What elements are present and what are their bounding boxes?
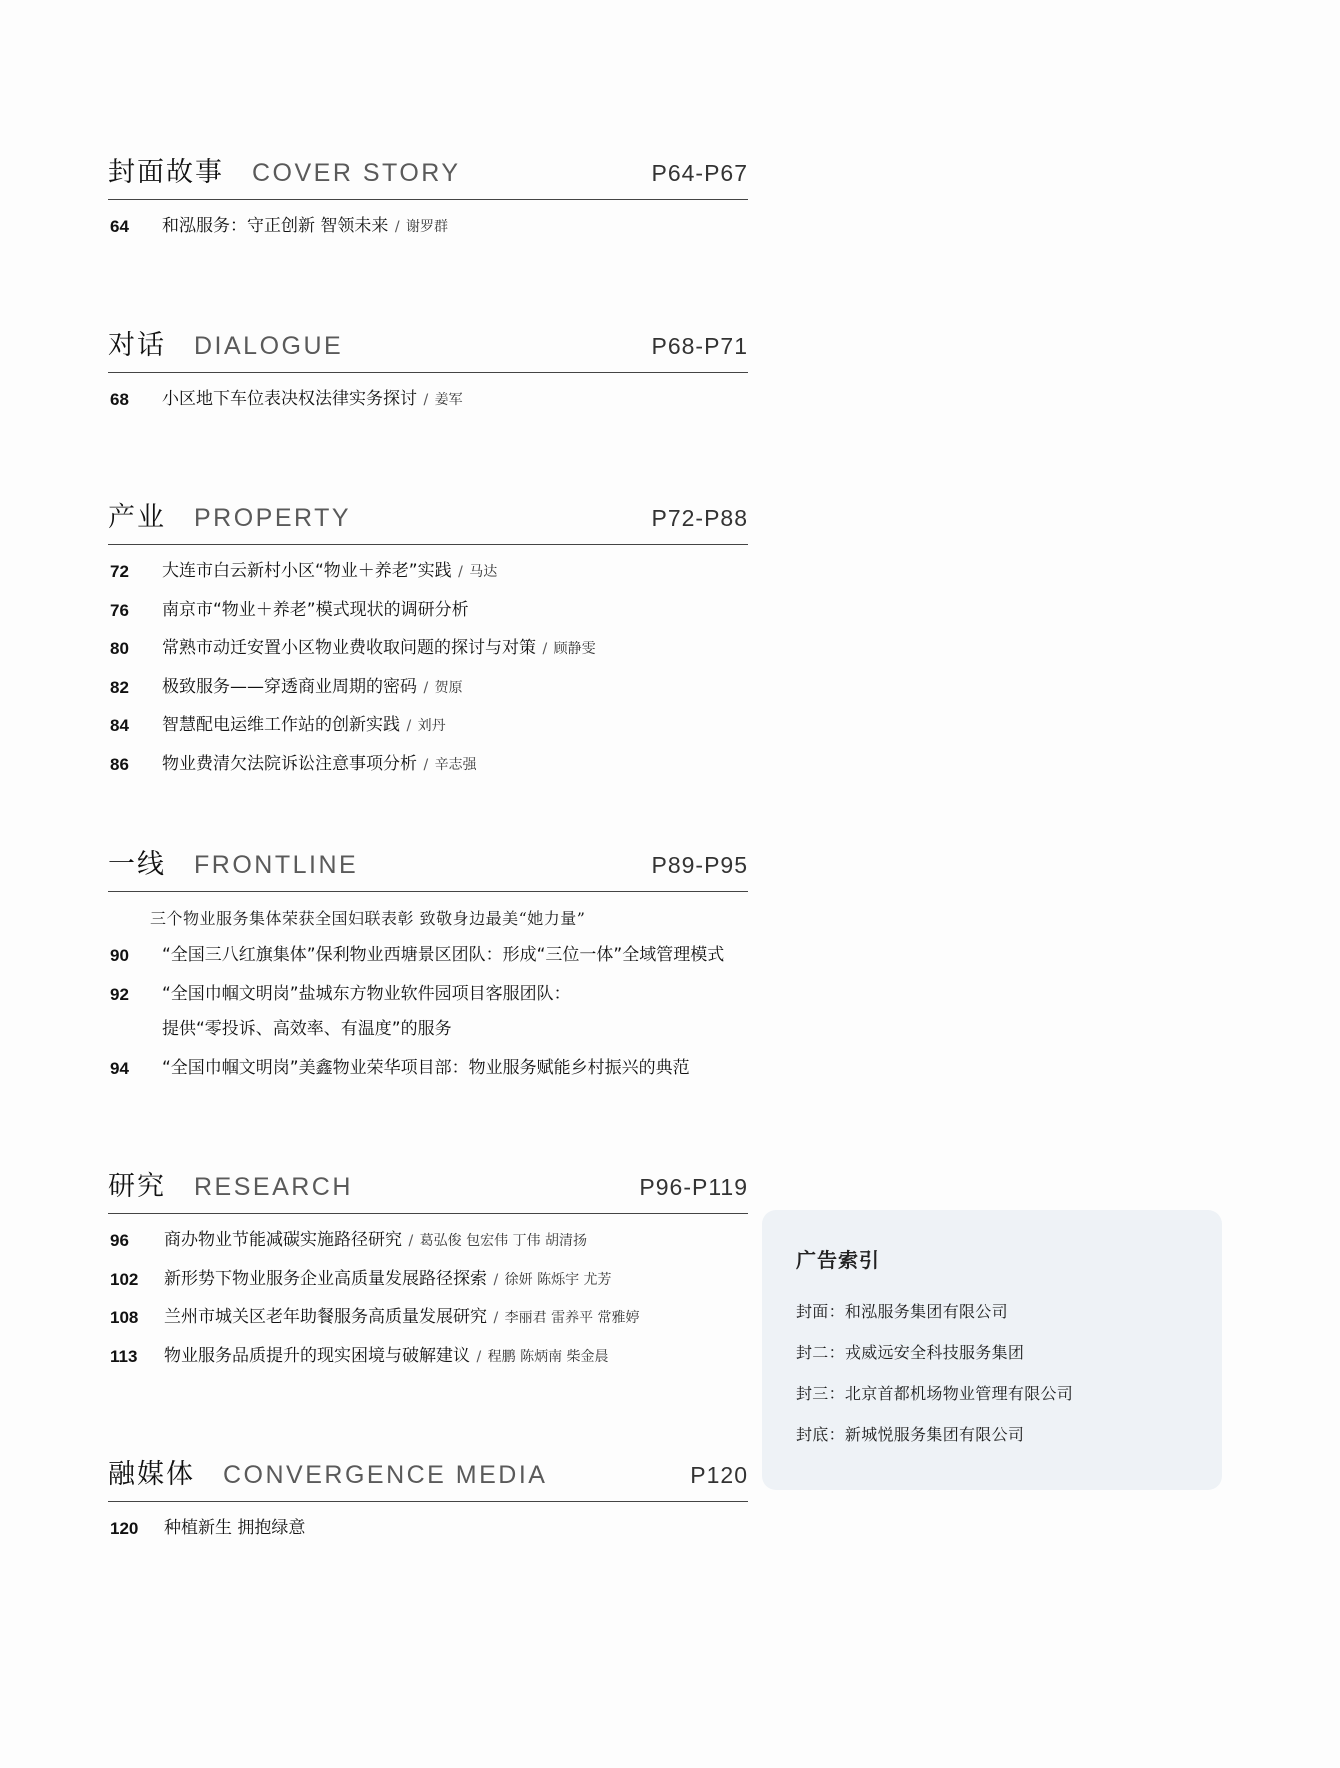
section-title-cn: 融媒体 bbox=[108, 1459, 195, 1490]
section-header bbox=[108, 150, 748, 200]
entry-title-text: 兰州市城关区老年助餐服务高质量发展研究 bbox=[164, 1307, 487, 1327]
entry-author: 刘丹 bbox=[417, 718, 446, 734]
section-property bbox=[108, 495, 748, 777]
entry-title bbox=[162, 752, 477, 778]
ad-index-panel bbox=[762, 1210, 1222, 1490]
entry-list bbox=[108, 906, 748, 1081]
entry-page-number: 92 bbox=[110, 984, 129, 1004]
section-header bbox=[108, 323, 748, 373]
entry-separator: / bbox=[404, 1233, 418, 1249]
entry-page-number: 90 bbox=[110, 946, 129, 965]
toc-entry[interactable] bbox=[108, 559, 748, 585]
toc-entry[interactable] bbox=[108, 675, 748, 701]
entry-title-text: 种植新生 拥抱绿意 bbox=[164, 1518, 306, 1538]
entry-separator: / bbox=[419, 391, 433, 408]
section-page-range: P120 bbox=[690, 1462, 748, 1488]
entry-title-text: 商办物业节能减碳实施路径研究 bbox=[164, 1230, 402, 1250]
entry-separator: / bbox=[419, 756, 433, 773]
entry-title-text: 和泓服务：守正创新 智领未来 bbox=[162, 216, 389, 236]
entry-author: 李丽君 雷养平 常雅婷 bbox=[504, 1310, 640, 1326]
entry-list bbox=[108, 559, 748, 777]
entry-page-number: 120 bbox=[110, 1519, 139, 1538]
entry-page-number: 76 bbox=[110, 600, 129, 620]
spacer bbox=[108, 1382, 748, 1452]
entry-title bbox=[164, 1305, 640, 1331]
entry-separator: / bbox=[402, 718, 416, 734]
ad-index-item: 封底：新城悦服务集团有限公司 bbox=[796, 1425, 1025, 1444]
entry-page-number: 108 bbox=[110, 1308, 139, 1327]
entry-author: 顾静雯 bbox=[553, 641, 596, 657]
entry-author: 徐妍 陈烁宇 尤芳 bbox=[504, 1271, 612, 1288]
entry-page-number: 72 bbox=[110, 562, 129, 581]
section-header bbox=[108, 842, 748, 892]
entry-title bbox=[164, 1228, 587, 1254]
entry-title-text: 新形势下物业服务企业高质量发展路径探索 bbox=[164, 1268, 487, 1289]
section-note: 三个物业服务集体荣获全国妇联表彰 致敬身边最美“她力量” bbox=[150, 909, 586, 928]
entry-separator: / bbox=[453, 564, 468, 580]
spacer bbox=[108, 1094, 748, 1164]
section-page-range: P72-P88 bbox=[651, 505, 748, 531]
ad-index-title: 广告索引 bbox=[796, 1248, 880, 1272]
entry-title-text: “全国三八红旗集体”保利物业西塘景区团队：形成“三位一体”全域管理模式 bbox=[162, 945, 725, 965]
entry-title-text: 常熟市动迁安置小区物业费收取问题的探讨与对策 bbox=[162, 638, 536, 658]
entry-title-line2: 提供“零投诉、高效率、有温度”的服务 bbox=[162, 1019, 452, 1039]
section-cover-story bbox=[108, 150, 748, 240]
entry-title-text: 大连市白云新村小区“物业＋养老”实践 bbox=[162, 561, 452, 581]
entry-title-text: 智慧配电运维工作站的创新实践 bbox=[162, 715, 400, 735]
entry-list bbox=[108, 1228, 748, 1369]
entry-title bbox=[162, 559, 497, 585]
toc-entry[interactable] bbox=[108, 387, 748, 413]
section-convergence-media bbox=[108, 1452, 748, 1542]
entry-title-text: 物业费清欠法院诉讼注意事项分析 bbox=[162, 753, 417, 774]
entry-title bbox=[164, 1516, 305, 1542]
toc-content bbox=[108, 150, 748, 1555]
section-frontline bbox=[108, 842, 748, 1081]
entry-title-text: “全国巾帼文明岗”美鑫物业荣华项目部：物业服务赋能乡村振兴的典范 bbox=[162, 1057, 690, 1078]
entry-author: 马达 bbox=[469, 564, 498, 580]
spacer bbox=[108, 253, 748, 323]
entry-separator: / bbox=[538, 641, 552, 657]
spacer bbox=[108, 425, 748, 495]
section-title-en: DIALOGUE bbox=[194, 331, 344, 360]
entry-title bbox=[162, 598, 469, 624]
entry-separator: / bbox=[390, 219, 405, 235]
section-page-range: P89-P95 bbox=[651, 852, 748, 878]
entry-page-number: 102 bbox=[110, 1269, 139, 1289]
section-title-cn: 产业 bbox=[108, 502, 166, 533]
toc-entry[interactable] bbox=[108, 1267, 748, 1293]
section-title-en: RESEARCH bbox=[194, 1173, 353, 1201]
entry-title bbox=[162, 943, 724, 969]
spacer bbox=[108, 790, 748, 842]
toc-entry[interactable] bbox=[108, 1228, 748, 1254]
ad-index-item: 封二：戎威远安全科技服务集团 bbox=[796, 1343, 1025, 1362]
toc-entry[interactable] bbox=[108, 1305, 748, 1331]
section-title-cn: 封面故事 bbox=[108, 157, 224, 188]
toc-entry[interactable] bbox=[108, 982, 748, 1043]
section-title-en: PROPERTY bbox=[194, 504, 352, 532]
entry-title-text: “全国巾帼文明岗”盐城东方物业软件园项目客服团队： bbox=[162, 983, 571, 1004]
toc-entry[interactable] bbox=[108, 752, 748, 778]
entry-title bbox=[164, 1267, 612, 1293]
entry-page-number: 68 bbox=[110, 389, 129, 409]
section-header bbox=[108, 495, 748, 545]
section-page-range: P96-P119 bbox=[639, 1174, 748, 1200]
entry-page-number: 80 bbox=[110, 639, 129, 658]
entry-page-number: 84 bbox=[110, 716, 129, 735]
entry-page-number: 86 bbox=[110, 754, 129, 774]
entry-title bbox=[162, 387, 463, 413]
entry-title-text: 南京市“物业＋养老”模式现状的调研分析 bbox=[162, 599, 469, 620]
toc-entry[interactable] bbox=[108, 1516, 748, 1542]
entry-author: 姜军 bbox=[434, 391, 463, 408]
section-research bbox=[108, 1164, 748, 1369]
toc-entry[interactable] bbox=[108, 713, 748, 739]
entry-title bbox=[164, 1344, 609, 1370]
entry-page-number: 64 bbox=[110, 217, 129, 236]
entry-separator: / bbox=[489, 1310, 503, 1326]
section-dialogue bbox=[108, 323, 748, 413]
entry-title bbox=[162, 713, 446, 739]
section-page-range: P68-P71 bbox=[651, 332, 748, 359]
section-title-en: CONVERGENCE MEDIA bbox=[223, 1461, 548, 1489]
entry-title bbox=[162, 636, 596, 662]
entry-title bbox=[162, 1056, 690, 1082]
toc-entry[interactable] bbox=[108, 943, 748, 969]
section-title-cn: 研究 bbox=[108, 1171, 166, 1202]
entry-title bbox=[162, 214, 448, 240]
entry-title bbox=[162, 982, 571, 1043]
entry-title bbox=[162, 675, 463, 701]
entry-title-text: 极致服务——穿透商业周期的密码 bbox=[162, 676, 417, 697]
ad-index-item: 封面：和泓服务集团有限公司 bbox=[796, 1302, 1008, 1321]
entry-separator: / bbox=[472, 1348, 486, 1365]
toc-entry[interactable] bbox=[108, 1344, 748, 1370]
toc-entry[interactable] bbox=[108, 1056, 748, 1082]
toc-entry[interactable] bbox=[108, 598, 748, 624]
section-page-range: P64-P67 bbox=[651, 160, 748, 186]
section-title-cn: 对话 bbox=[108, 329, 166, 361]
section-header bbox=[108, 1164, 748, 1214]
entry-author: 葛弘俊 包宏伟 丁伟 胡清扬 bbox=[419, 1233, 587, 1249]
section-title-en: COVER STORY bbox=[252, 159, 461, 187]
entry-page-number: 82 bbox=[110, 677, 129, 697]
entry-page-number: 96 bbox=[110, 1231, 129, 1250]
ad-index-item: 封三：北京首都机场物业管理有限公司 bbox=[796, 1384, 1074, 1403]
section-header bbox=[108, 1452, 748, 1502]
entry-list bbox=[108, 1516, 748, 1542]
entry-separator: / bbox=[419, 679, 433, 696]
entry-page-number: 94 bbox=[110, 1058, 129, 1078]
toc-entry[interactable] bbox=[108, 636, 748, 662]
section-title-cn: 一线 bbox=[108, 849, 166, 880]
entry-page-number: 113 bbox=[110, 1346, 138, 1366]
toc-entry[interactable] bbox=[108, 214, 748, 240]
entry-author: 贺原 bbox=[434, 679, 463, 696]
entry-title-text: 小区地下车位表决权法律实务探讨 bbox=[162, 388, 417, 409]
entry-list bbox=[108, 387, 748, 413]
entry-list bbox=[108, 214, 748, 240]
entry-author: 谢罗群 bbox=[406, 219, 449, 235]
section-title-en: FRONTLINE bbox=[194, 851, 359, 879]
entry-author: 辛志强 bbox=[434, 756, 477, 773]
entry-title-text: 物业服务品质提升的现实困境与破解建议 bbox=[164, 1345, 470, 1366]
entry-author: 程鹏 陈炳南 柴金晨 bbox=[487, 1348, 609, 1365]
entry-separator: / bbox=[489, 1271, 503, 1288]
